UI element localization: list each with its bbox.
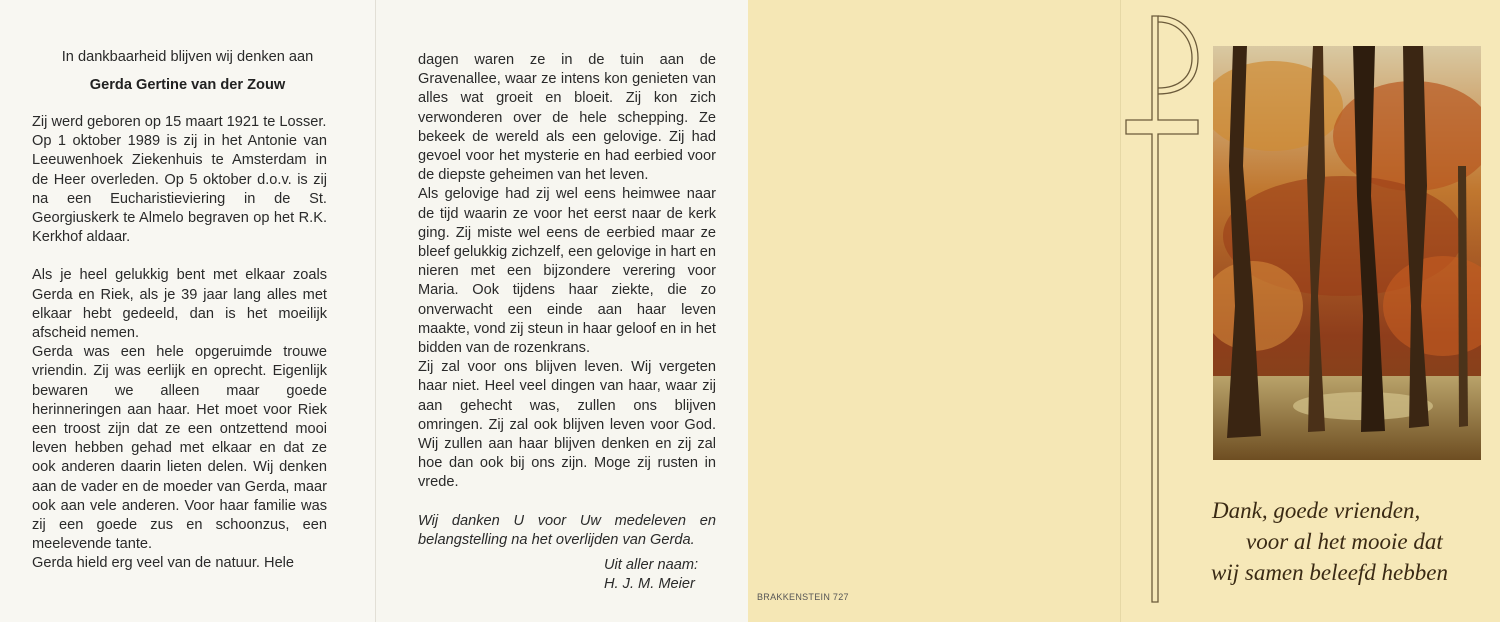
printer-brand: BRAKKENSTEIN 727 [757,592,849,602]
thanks-text: Wij danken U voor Uw medeleven en belangstelling na het overlijden van Gerda. [418,512,716,548]
paragraph-remember: Zij zal voor ons blijven leven. Wij vergeten haar niet. Heel veel dingen van haar, waar zij aan gehecht was, zullen ons blijven omringen. Zij zal ook blijven leven voor God. Wij zullen aan haar blijven denken en zij zal hoe dan ook bij ons zijn. Moge zij rusten in vrede. [418,359,716,491]
thank-you-quote [1190,495,1490,588]
paragraph-friend: Gerda was een hele opgeruimde trouwe vriendin. Zij was eerlijk en oprecht. Eigenlijk bewaren we alleen maar goede herinneringen aan haar. Het moet voor Riek een troost zijn dat ze een ontzettend mooi leven hebben gehad met elkaar en dat ze ook anderen daarin lieten delen. Wij denken aan de vader en de moeder van Gerda, maar ook aan vele anderen. Voor haar familie was zij een goede zus en schoonzus, een meelevende tante. [32,344,327,553]
blank-yellow-panel [748,0,1120,622]
middle-body-text [418,51,716,594]
paragraph-death: Op 1 oktober 1989 is zij in het Antonie van Leeuwenhoek Ziekenhuis te Amsterdam in de Heer overleden. Op 5 oktober d.o.v. is zij na een Eucharistieviering in de St. Georgiuskerk te Almelo begraven op het R.K. Kerkhof aldaar. [32,133,327,246]
quote-line2: voor al het mooie dat [1246,529,1443,554]
signature-line2: H. J. M. Meier [604,576,695,593]
quote-line1: Dank, goede vrienden, [1212,498,1421,523]
paragraph-garden: dagen waren ze in de tuin aan de Gravenallee, waar ze intens kon genieten van alles wat groeit en bloeit. Zij kon zich verwonderen over de hele schepping. Ze bekeek de wereld als een gelovige. Zij had gevoel voor het mysterie en had eerbied voor de diepste geheimen van het leven. [418,52,716,184]
quote-line3: wij samen beleefd hebben [1211,560,1448,585]
paragraph-faith: Als gelovige had zij wel eens heimwee naar de tijd waarin ze voor het eerst naar de kerk ging. Zij miste wel eens de eerbied maar ze bleef gelukkig zichzelf, een gelovige in hart en nieren met een bijzondere verering voor Maria. Ook tijdens haar ziekte, die zo onverwacht een einde aan haar leven maakte, vond zij steun in haar geloof en in het bidden van de rozenkrans. [418,186,716,357]
left-text-panel [0,0,375,622]
middle-text-panel [375,0,748,622]
paragraph-birth: Zij werd geboren op 15 maart 1921 te Losser. [32,114,327,130]
deceased-name: Gerda Gertine van der Zouw [89,77,286,93]
intro-heading: In dankbaarheid blijven wij denken aan [61,49,314,65]
paragraph-farewell: Als je heel gelukkig bent met elkaar zoals Gerda en Riek, als je 39 jaar lang alles met elkaar hebt gedeeld, dan is het moeilijk afscheid nemen. [32,267,327,342]
left-body-text [32,113,327,574]
paragraph-nature: Gerda hield erg veel van de natuur. Hele [32,555,295,572]
signature-line1: Uit aller naam: [604,557,699,574]
autumn-forest-photo [1213,46,1481,460]
